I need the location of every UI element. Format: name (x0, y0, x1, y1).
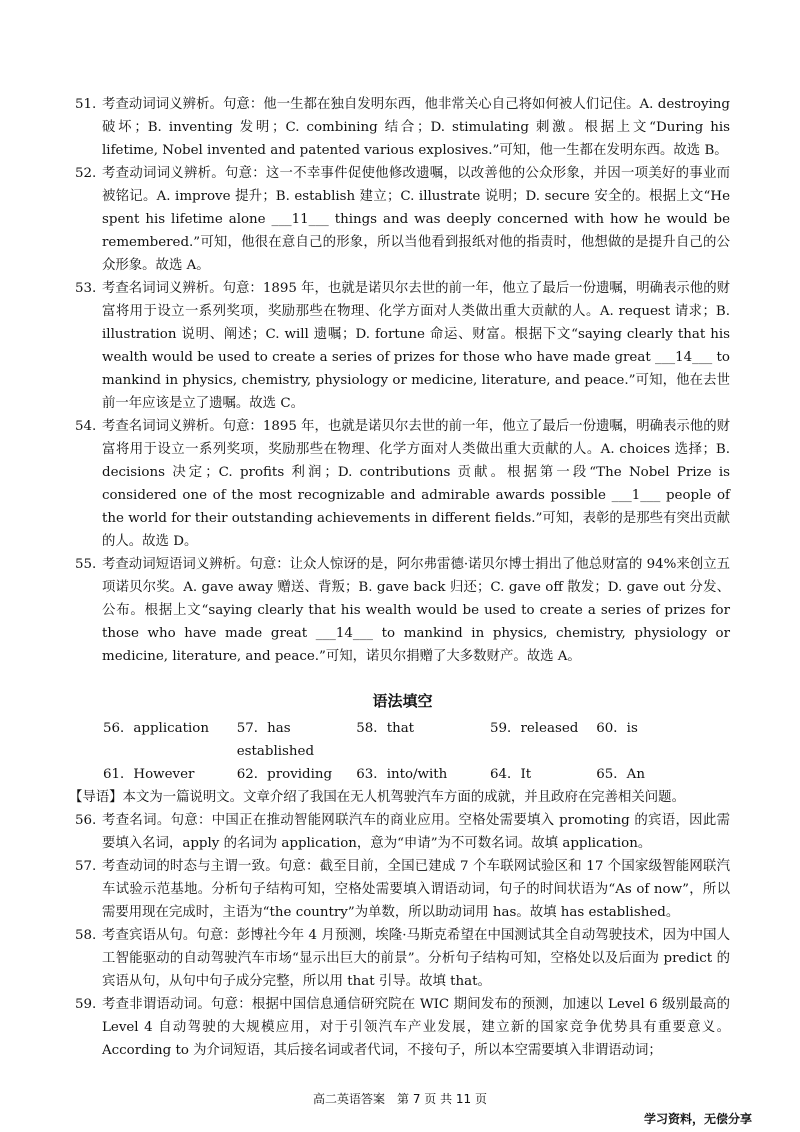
item-number: 58. (75, 928, 97, 943)
item-number: 54. (75, 419, 97, 434)
answer-cell: 59．released (490, 721, 579, 736)
explanation-item (75, 93, 730, 162)
item-number: 51. (75, 97, 97, 112)
answer-cell: 60．is (596, 721, 638, 736)
item-number: 59. (75, 997, 97, 1012)
answer-cell: 58．that (356, 721, 415, 736)
section-title: 语法填空 (372, 692, 433, 710)
answer-row (103, 763, 730, 786)
page-footer: 高二英语答案 第 7 页 共 11 页 (313, 1092, 487, 1106)
corner-note: 学习资料，无偿分享 (643, 1112, 752, 1126)
vocab-explanations (75, 93, 730, 668)
answer-cell: 61．However (103, 767, 195, 782)
explanation-item (75, 809, 730, 855)
item-number: 55. (75, 557, 97, 572)
passage-guide: 【导语】本文为一篇说明文。文章介绍了我国在无人机驾驶汽车方面的成就，并且政府在完善相关问题。 (69, 790, 685, 805)
answer-cell: 56．application (103, 721, 209, 736)
explanation-item (75, 162, 730, 277)
answer-cell: 62．providing (236, 767, 333, 782)
grammar-explanations (75, 809, 730, 1062)
item-text: 考查名词词义辨析。句意：1895 年，也就是诺贝尔去世的前一年，他立了最后一份遗嘱，明确表示他的财富将用于设立一系列奖项，奖励那些在物理、化学方面对人类做出重大贡献的人。A. request 请求；B. illustration 说明、阐述；C. will 遗嘱；D. fortune 命运、财富。根据下文“saying clearly that his wealth would be used to create a series of prizes for those who have made great ___14___ to mankind in physics, chemistry, physiology or medicine, literature, and peace.”可知，他在去世前一年应该是立了遗嘱。故选 C。 (102, 281, 730, 411)
explanation-item (75, 993, 730, 1062)
answer-cell: 64．It (490, 767, 532, 782)
item-number: 53. (75, 281, 97, 296)
explanation-item (75, 553, 730, 668)
explanation-item (75, 924, 730, 993)
item-text: 考查名词词义辨析。句意：1895 年，也就是诺贝尔去世的前一年，他立了最后一份遗嘱，明确表示他的财富将用于设立一系列奖项，奖励那些在物理、化学方面对人类做出重大贡献的人。A. choices 选择；B. decisions 决定；C. profits 利润；D. contributions 贡献。根据第一段“The Nobel Prize is considered one of the most recognizable and admirable awards possible ___1___ people of the world for their outstanding achievements in different fields.”可知，表彰的是那些有突出贡献的人。故选 D。 (102, 419, 730, 549)
answer-key (103, 717, 730, 786)
item-text: 考查动词短语词义辨析。句意：让众人惊讶的是，阿尔弗雷德·诺贝尔博士捐出了他总财富的 94%来创立五项诺贝尔奖。A. gave away 赠送、背叛；B. gave back 归还；C. gave off 散发；D. gave out 分发、公布。根据上文“saying clearly that his wealth would be used to create a series of prizes for those who have made great ___14___ to mankind in physics, chemistry, physiology or medicine, literature, and peace.”可知，诺贝尔捐赠了大多数财产。故选 A。 (102, 557, 730, 664)
explanation-item (75, 277, 730, 415)
item-text: 考查非谓语动词。句意：根据中国信息通信研究院在 WIC 期间发布的预测，加速以 Level 6 级别最高的 Level 4 自动驾驶的大规模应用，对于引领汽车产业发展，建立新的国家竞争优势具有重要意义。According to 为介词短语，其后接名词或者代词，不接句子，所以本空需要填入非谓语动词； (102, 997, 730, 1058)
explanation-item (75, 855, 730, 924)
answer-cell: 65．An (596, 767, 645, 782)
answer-row (103, 717, 730, 763)
item-text: 考查动词的时态与主谓一致。句意：截至目前，全国已建成 7 个车联网试验区和 17 个国家级智能网联汽车试验示范基地。分析句子结构可知，空格处需要填入谓语动词，句子的时间状语为“As of now”，所以需要用现在完成时，主语为“the country”为单数，所以助动词用 has。故填 has established。 (102, 859, 730, 920)
item-number: 57. (75, 859, 97, 874)
explanation-item (75, 415, 730, 553)
item-number: 52. (75, 166, 97, 181)
answer-page (69, 93, 730, 1062)
item-text: 考查动词词义辨析。句意：他一生都在独自发明东西，他非常关心自己将如何被人们记住。A. destroying 破坏；B. inventing 发明；C. combining 结合；D. stimulating 刺激。根据上文“During his lifetime, Nobel invented and patented various explosives.”可知，他一生都在发明东西。故选 B。 (102, 97, 730, 158)
answer-cell: 57．has established (236, 721, 315, 759)
item-text: 考查动词词义辨析。句意：这一不幸事件促使他修改遗嘱，以改善他的公众形象，并因一项美好的事业而被铭记。A. improve 提升；B. establish 建立；C. illustrate 说明；D. secure 安全的。根据上文“He spent his lifetime alone ___11___ things and was deeply concerned with how he would be remembered.”可知，他很在意自己的形象，所以当他看到报纸对他的指责时，他想做的是提升自己的公众形象。故选 A。 (102, 166, 730, 273)
item-text: 考查宾语从句。句意：彭博社今年 4 月预测，埃隆·马斯克希望在中国测试其全自动驾驶技术，因为中国人工智能驱动的自动驾驶汽车市场“显示出巨大的前景”。分析句子结构可知，空格处以及后面为 predict 的宾语从句，从句中句子成分完整，所以用 that 引导。故填 that。 (102, 928, 730, 989)
item-number: 56. (75, 813, 97, 828)
item-text: 考查名词。句意：中国正在推动智能网联汽车的商业应用。空格处需要填入 promoting 的宾语，因此需要填入名词，apply 的名词为 application，意为“申请”为不可数名词。故填 application。 (102, 813, 730, 851)
answer-cell: 63．into/with (356, 767, 448, 782)
